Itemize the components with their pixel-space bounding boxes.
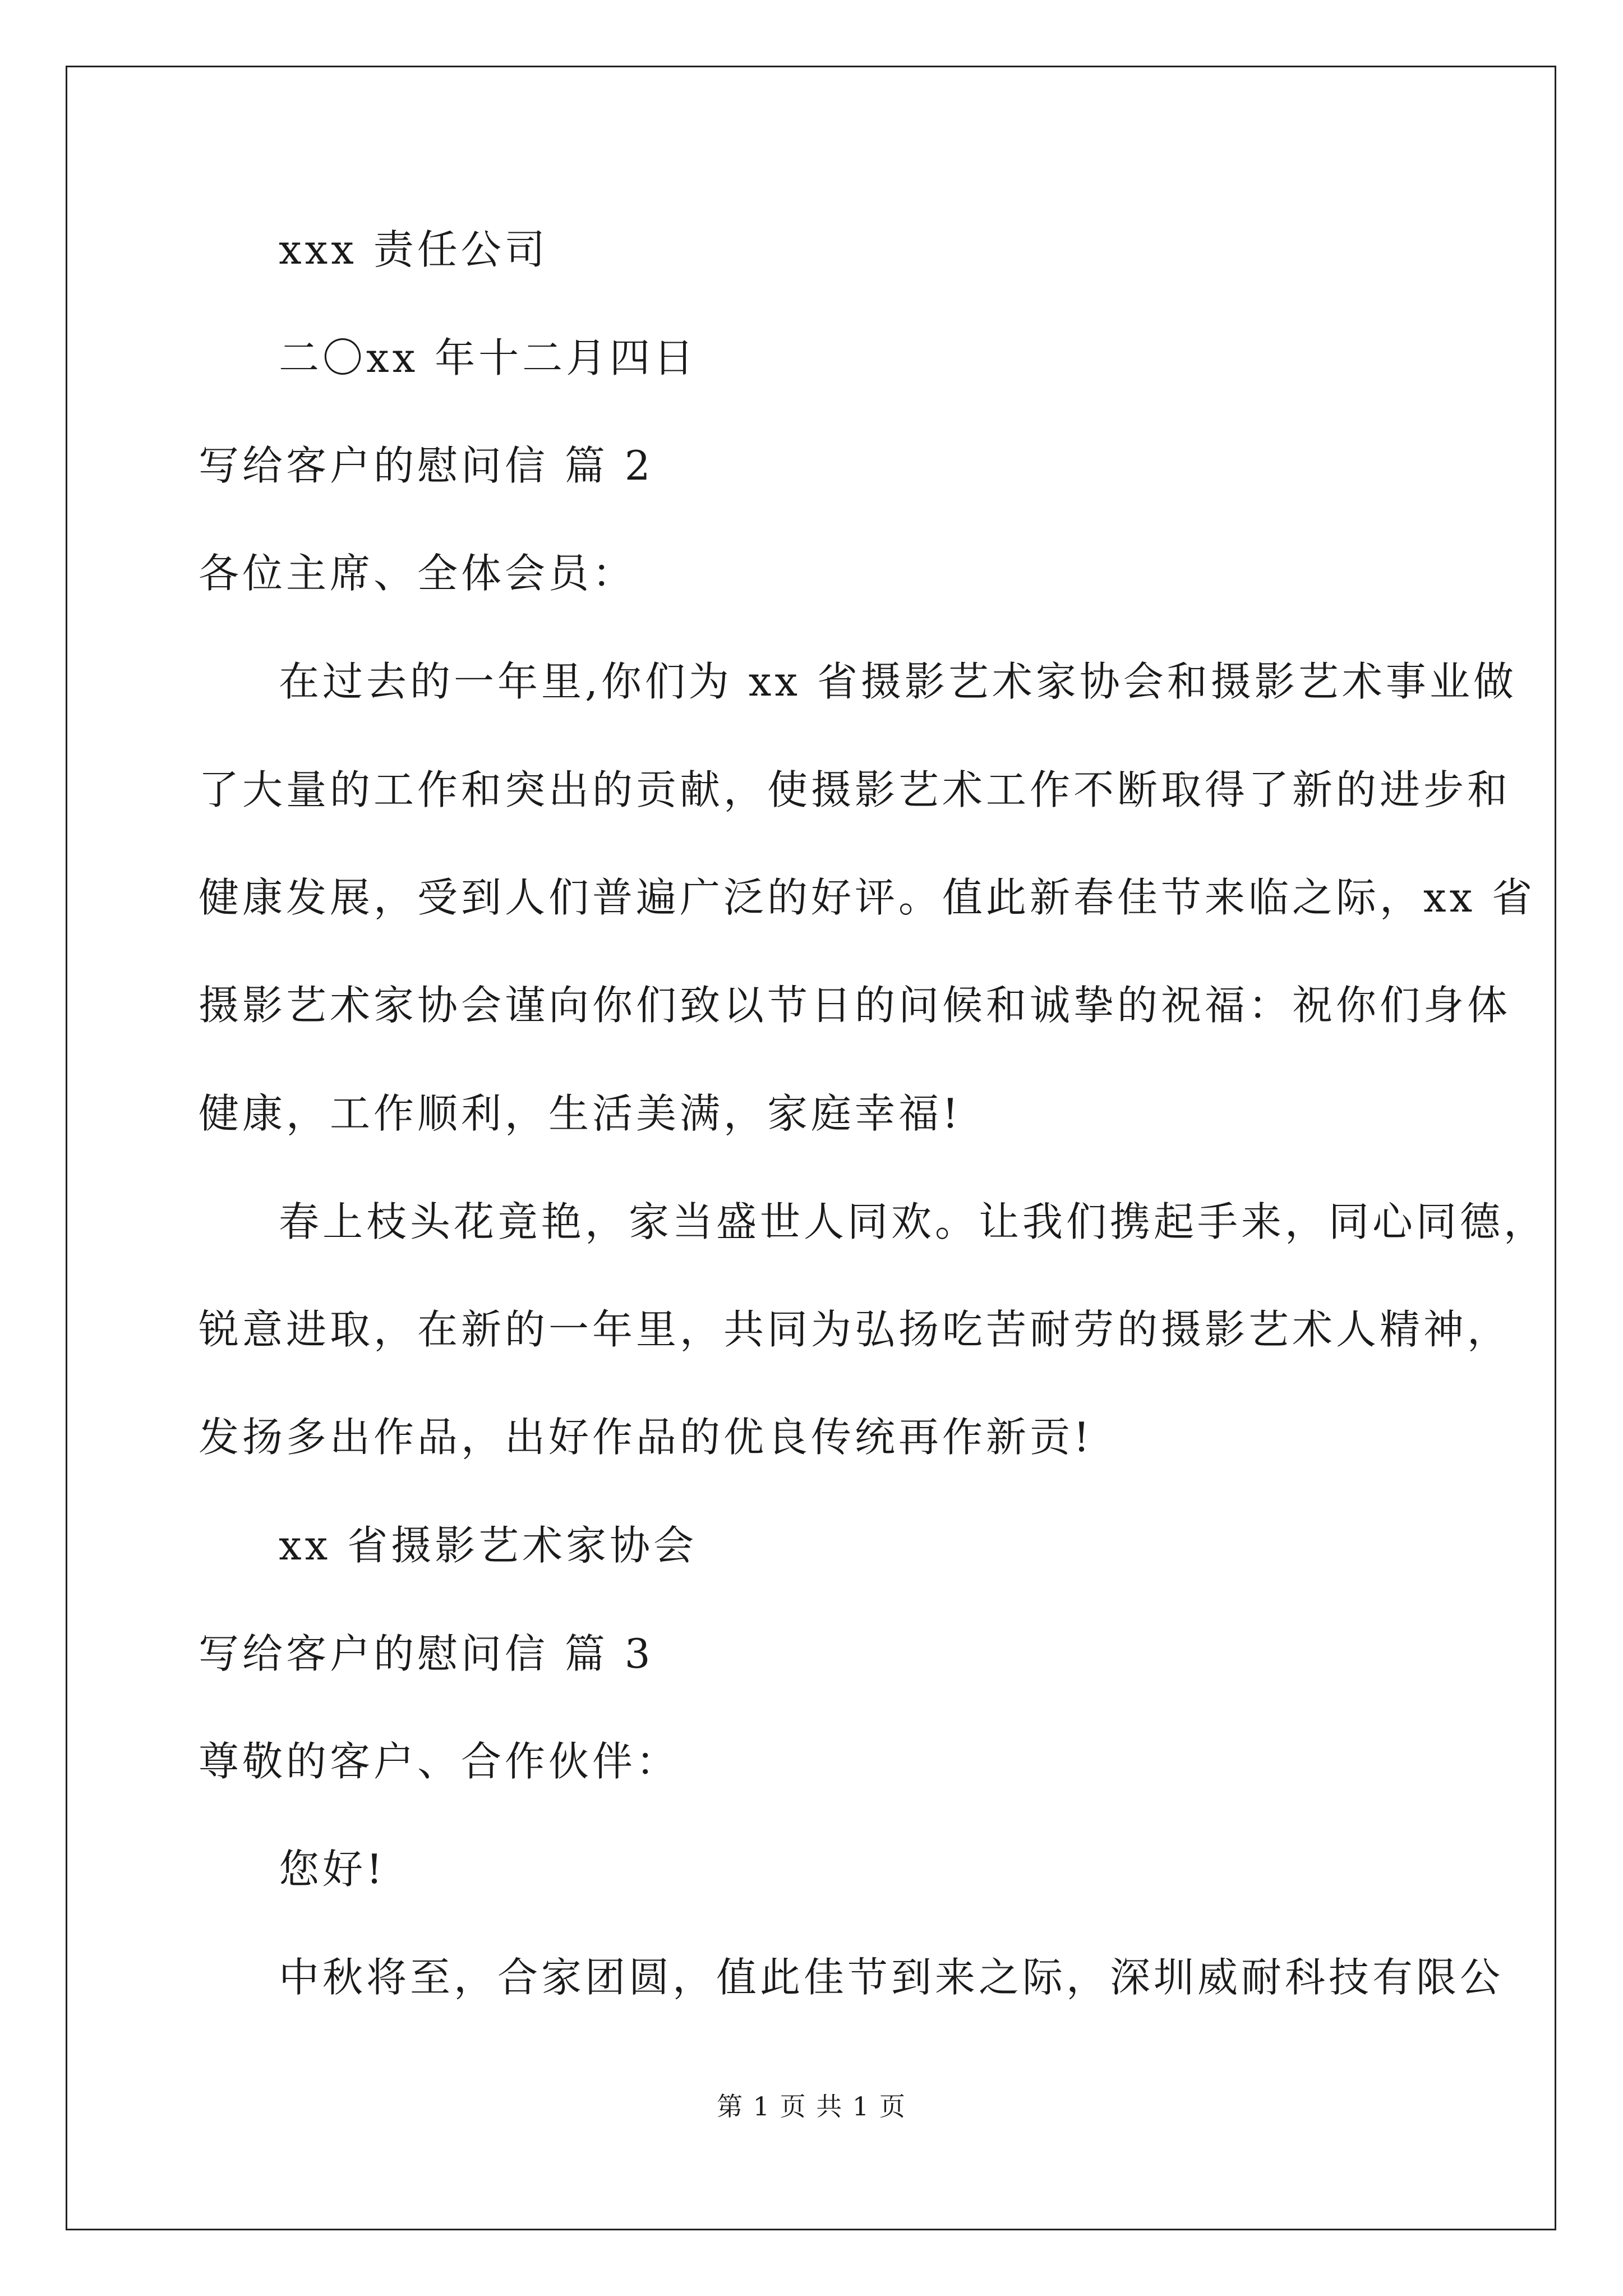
- paragraph-line: 了大量的工作和突出的贡献，使摄影艺术工作不断取得了新的进步和: [199, 766, 1511, 813]
- section-heading-3: 写给客户的慰问信 篇 3: [199, 1630, 654, 1677]
- paragraph-line: 发扬多出作品，出好作品的优良传统再作新贡!: [199, 1414, 1093, 1461]
- page-border: [66, 66, 1556, 2230]
- paragraph-line: 健康发展，受到人们普遍广泛的好评。值此新春佳节来临之际，xx 省: [199, 874, 1536, 921]
- paragraph-line: 锐意进取，在新的一年里，共同为弘扬吃苦耐劳的摄影艺术人精神，: [199, 1306, 1511, 1353]
- association-signature: xx 省摄影艺术家协会: [279, 1522, 698, 1569]
- salutation-3: 尊敬的客户、合作伙伴：: [199, 1738, 680, 1785]
- paragraph-line: 摄影艺术家协会谨向你们致以节日的问候和诚挚的祝福：祝你们身体: [199, 982, 1511, 1029]
- page-footer: 第 1 页 共 1 页: [717, 2091, 906, 2122]
- date-line: 二〇xx 年十二月四日: [279, 334, 698, 381]
- greeting-line: 您好!: [279, 1846, 386, 1893]
- paragraph-line: 健康，工作顺利，生活美满，家庭幸福!: [199, 1090, 962, 1137]
- company-signature: xxx 责任公司: [279, 226, 548, 273]
- paragraph-line: 中秋将至，合家团圆，值此佳节到来之际，深圳威耐科技有限公: [279, 1954, 1504, 2001]
- paragraph-line: 春上枝头花竟艳，家当盛世人同欢。让我们携起手来，同心同德，: [279, 1198, 1548, 1245]
- paragraph-line: 在过去的一年里,你们为 xx 省摄影艺术家协会和摄影艺术事业做: [279, 658, 1517, 705]
- salutation-2: 各位主席、全体会员：: [199, 550, 637, 597]
- section-heading-2: 写给客户的慰问信 篇 2: [199, 442, 654, 489]
